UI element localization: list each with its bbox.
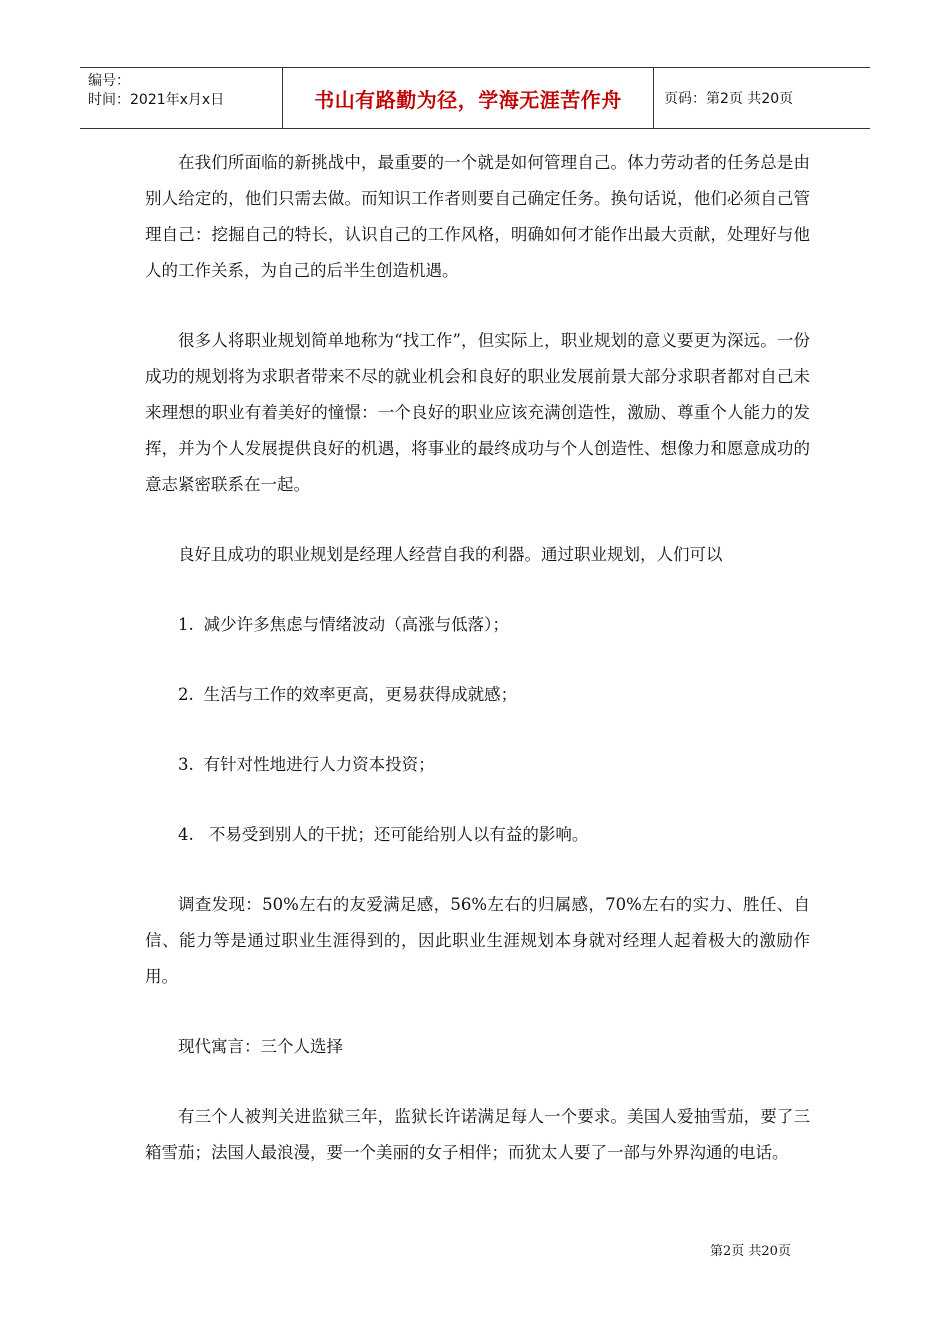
list-text: 有针对性地进行人力资本投资；	[203, 755, 435, 774]
list-text: 不易受到别人的干扰；还可能给别人以有益的影响。	[203, 825, 589, 844]
list-item	[145, 677, 810, 713]
paragraph: 调查发现：50%左右的友爱满足感，56%左右的归属感，70%左右的实力、胜任、自信、能力等是通过职业生涯得到的，因此职业生涯规划本身就对经理人起着极大的激励作用。	[145, 895, 810, 986]
list-number: 4.	[178, 825, 194, 844]
paragraph: 良好且成功的职业规划是经理人经营自我的利器。通过职业规划，人们可以	[178, 545, 723, 564]
paragraph: 在我们所面临的新挑战中，最重要的一个就是如何管理自己。体力劳动者的任务总是由别人给定的，他们只需去做。而知识工作者则要自己确定任务。换句话说，他们必须自己管理自己：挖掘自己的特长，认识自己的工作风格，明确如何才能作出最大贡献，处理好与他人的工作关系，为自己的后半生创造机遇。	[145, 153, 810, 280]
document-body	[145, 145, 810, 1205]
list-number: 3.	[178, 755, 194, 774]
list-text: 减少许多焦虑与情绪波动（高涨与低落）；	[203, 615, 509, 634]
header-motto: 书山有路勤为径，学海无涯苦作舟	[282, 68, 654, 128]
list-item	[145, 747, 810, 783]
list-text: 生活与工作的效率更高，更易获得成就感；	[203, 685, 518, 704]
paragraph: 很多人将职业规划简单地称为“找工作”，但实际上，职业规划的意义要更为深远。一份成功的规划将为求职者带来不尽的就业机会和良好的职业发展前景大部分求职者都对自己未来理想的职业有着美好的憧憬：一个良好的职业应该充满创造性，激励、尊重个人能力的发挥，并为个人发展提供良好的机遇，将事业的最终成功与个人创造性、想像力和愿意成功的意志紧密联系在一起。	[145, 331, 810, 494]
page-footer: 第2页 共20页	[710, 1244, 791, 1259]
header-meta	[80, 68, 282, 128]
list-number: 1.	[178, 615, 194, 634]
header-page-label: 页码：第2页 共20页	[664, 91, 794, 107]
list-number: 2.	[178, 685, 194, 704]
paragraph: 有三个人被判关进监狱三年，监狱长许诺满足每人一个要求。美国人爱抽雪茄，要了三箱雪茄；法国人最浪漫，要一个美丽的女子相伴；而犹太人要了一部与外界沟通的电话。	[145, 1107, 810, 1162]
list-item	[145, 607, 810, 643]
section-heading: 现代寓言：三个人选择	[178, 1037, 343, 1056]
number-label: 编号：	[88, 73, 130, 89]
list-item	[145, 817, 810, 853]
date-label: 时间：2021年x月x日	[88, 92, 225, 108]
page-header	[80, 67, 870, 129]
